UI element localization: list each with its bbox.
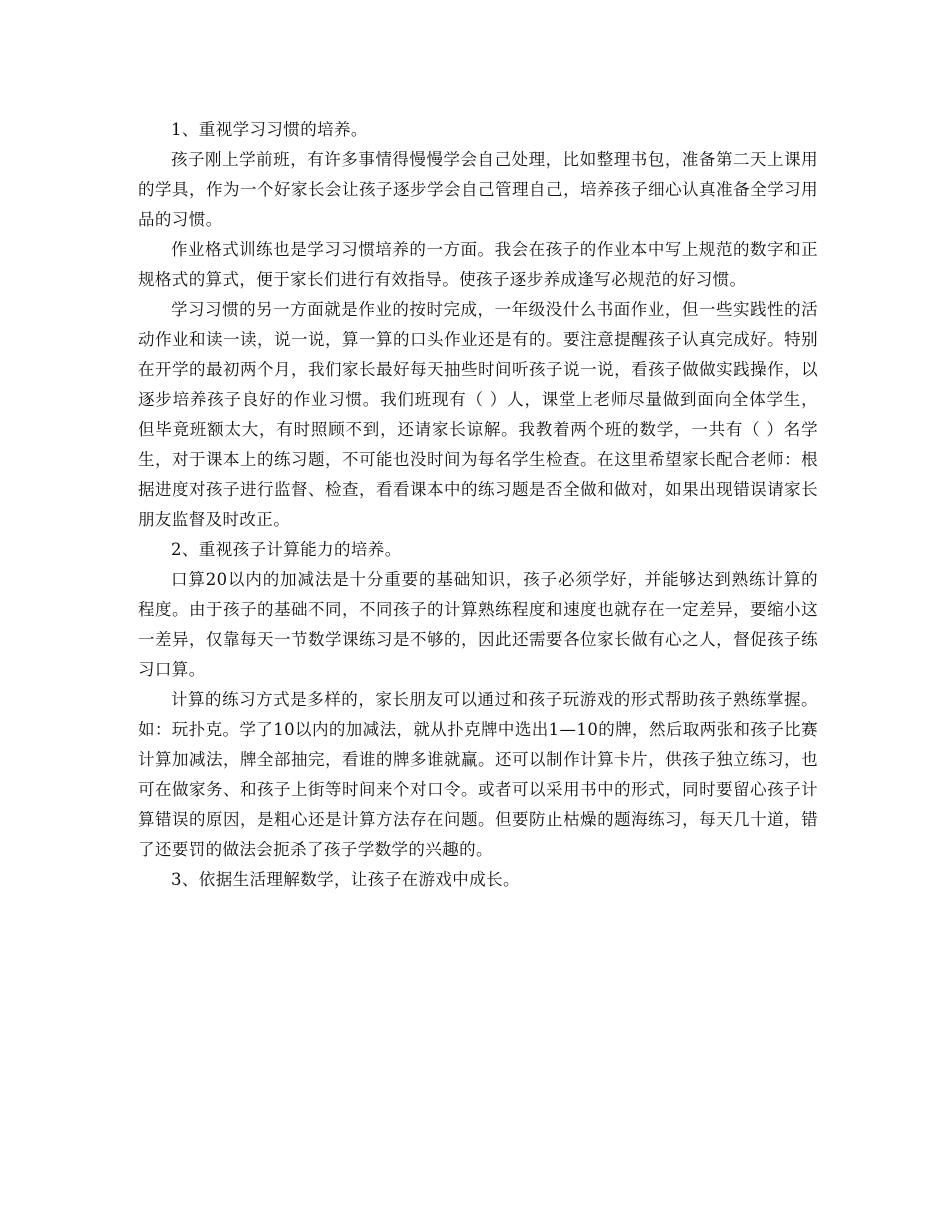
paragraph-oral-arithmetic: 口算20以内的加减法是十分重要的基础知识，孩子必须学好，并能够达到熟练计算的程度。由于孩子的基础不同，不同孩子的计算熟练程度和速度也就存在一定差异，要缩小这一差异，仅靠每天一节数学课练习是不够的，因此还需要各位家长做有心之人，督促孩子练习口算。 [138, 570, 818, 679]
paragraph-homework-format: 作业格式训练也是学习习惯培养的一方面。我会在孩子的作业本中写上规范的数字和正规格式的算式，便于家长们进行有效指导。使孩子逐步养成逢写必规范的好习惯。 [138, 240, 818, 289]
heading-calculation: 2、重视孩子计算能力的培养。 [171, 540, 402, 559]
paragraph-self-management: 孩子刚上学前班，有许多事情得慢慢学会自己处理，比如整理书包，准备第二天上课用的学具，作为一个好家长会让孩子逐步学会自己管理自己，培养孩子细心认真准备全学习用品的习惯。 [138, 150, 818, 229]
paragraph-homework-timely: 学习习惯的另一方面就是作业的按时完成，一年级没什么书面作业，但一些实践性的活动作业和读一读，说一说，算一算的口头作业还是有的。要注意提醒孩子认真完成好。特别在开学的最初两个月，我们家长最好每天抽些时间听孩子说一说，看孩子做做实践操作，以逐步培养孩子良好的作业习惯。我们班现有（ ）人，课堂上老师尽量做到面向全体学生，但毕竟班额太大，有时照顾不到，还请家长谅解。我教着两个班的数学，一共有（ ）名学生，对于课本上的练习题，不可能也没时间为每名学生检查。在这里希望家长配合老师：根据进度对孩子进行监督、检查，看看课本中的练习题是否全做和做对，如果出现错误请家长朋友监督及时改正。 [138, 300, 818, 529]
heading-life-math: 3、依据生活理解数学，让孩子在游戏中成长。 [171, 870, 520, 889]
paragraph-practice-methods: 计算的练习方式是多样的，家长朋友可以通过和孩子玩游戏的形式帮助孩子熟练掌握。如：玩扑克。学了10以内的加减法，就从扑克牌中选出1—10的牌，然后取两张和孩子比赛计算加减法，牌全部抽完，看谁的牌多谁就赢。还可以制作计算卡片，供孩子独立练习，也可在做家务、和孩子上街等时间来个对口令。或者可以采用书中的形式，同时要留心孩子计算错误的原因，是粗心还是计算方法存在问题。但要防止枯燥的题海练习，每天几十道，错了还要罚的做法会扼杀了孩子学数学的兴趣的。 [138, 690, 818, 859]
heading-habits: 1、重视学习习惯的培养。 [171, 120, 368, 139]
document-body [138, 115, 818, 895]
